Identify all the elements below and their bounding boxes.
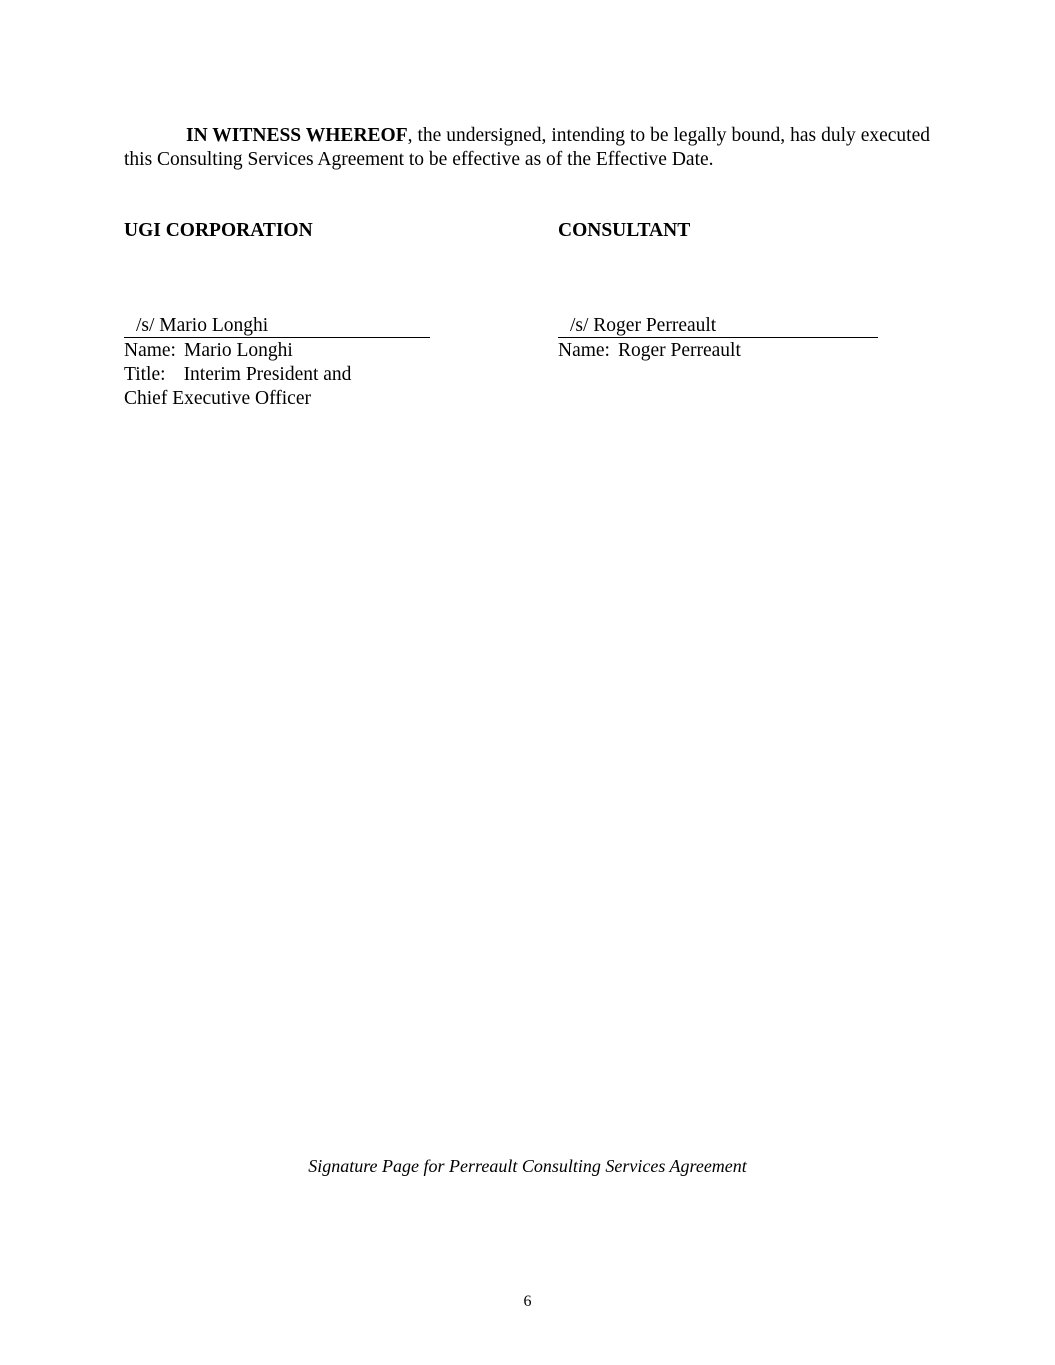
consultant-signature-block: [558, 315, 878, 363]
signature-page-caption: Signature Page for Perreault Consulting Services Agreement: [308, 1156, 747, 1176]
company-title-value-line2: Chief Executive Officer: [124, 388, 311, 409]
consultant-name-row: [558, 339, 878, 363]
company-signature-line: [124, 315, 430, 338]
page-number: 6: [523, 1293, 532, 1310]
company-title-row: [124, 363, 430, 387]
witness-lead: IN WITNESS WHEREOF: [186, 125, 408, 146]
consultant-heading: CONSULTANT: [558, 220, 691, 241]
company-name-value: Mario Longhi: [183, 340, 293, 361]
company-title-row-2: [124, 387, 430, 411]
consultant-name-label: Name:: [558, 340, 610, 361]
company-name-label: Name:: [124, 340, 176, 361]
consultant-signature-line: [558, 315, 878, 338]
company-title-value: Interim President and: [183, 364, 352, 385]
consultant-name-value: Roger Perreault: [617, 340, 741, 361]
company-name-row: [124, 339, 430, 363]
witness-paragraph: [124, 124, 930, 172]
company-signature: /s/ Mario Longhi: [136, 315, 269, 336]
company-signature-block: [124, 315, 430, 411]
company-heading: UGI CORPORATION: [124, 220, 313, 241]
company-title-label: Title:: [124, 364, 166, 385]
consultant-signature: /s/ Roger Perreault: [570, 315, 717, 336]
witness-text: , the undersigned, intending to be legally bound, has duly executed this Consulting Services Agreement to be effective as of the Effective Date.: [124, 125, 930, 170]
